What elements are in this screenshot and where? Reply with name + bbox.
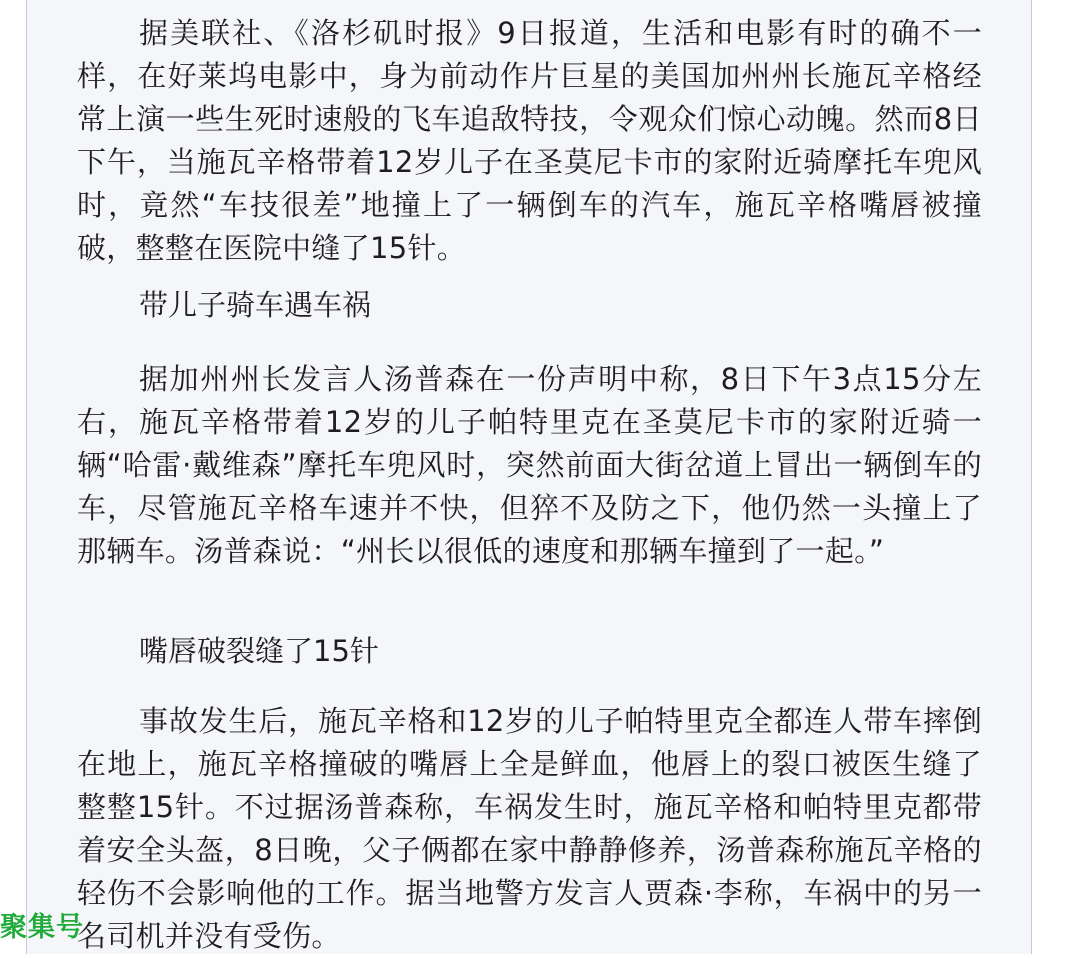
article-body [26,0,1032,954]
article-paragraph-intro: 据美联社、《洛杉矶时报》9日报道，生活和电影有时的确不一样，在好莱坞电影中，身为前动作片巨星的美国加州州长施瓦辛格经常上演一些生死时速般的飞车追敌特技，令观众们惊心动魄。然而8日下午，当施瓦辛格带着12岁儿子在圣莫尼卡市的家附近骑摩托车兜风时，竟然“车技很差”地撞上了一辆倒车的汽车，施瓦辛格嘴唇被撞破，整整在医院中缝了15针。 [77,16,982,265]
article-paragraph-aftermath: 事故发生后，施瓦辛格和12岁的儿子帕特里克全都连人带车摔倒在地上，施瓦辛格撞破的嘴唇上全是鲜血，他唇上的裂口被医生缝了整整15针。不过据汤普森称，车祸发生时，施瓦辛格和帕特里克都带着安全头盔，8日晚，父子俩都在家中静静修养，汤普森称施瓦辛格的轻伤不会影响他的工作。据当地警方发言人贾森·李称，车祸中的另一名司机并没有受伤。 [77,704,982,953]
section-heading-crash: 带儿子骑车遇车祸 [139,288,372,322]
article-paragraph-crash: 据加州州长发言人汤普森在一份声明中称，8日下午3点15分左右，施瓦辛格带着12岁的儿子帕特里克在圣莫尼卡市的家附近骑一辆“哈雷·戴维森”摩托车兜风时，突然前面大街岔道上冒出一辆倒车的车，尽管施瓦辛格车速并不快，但猝不及防之下，他仍然一头撞上了那辆车。汤普森说：“州长以很低的速度和那辆车撞到了一起。” [77,362,982,568]
section-heading-stitches: 嘴唇破裂缝了15针 [139,634,379,668]
watermark-logo: 聚集号 [0,912,84,943]
